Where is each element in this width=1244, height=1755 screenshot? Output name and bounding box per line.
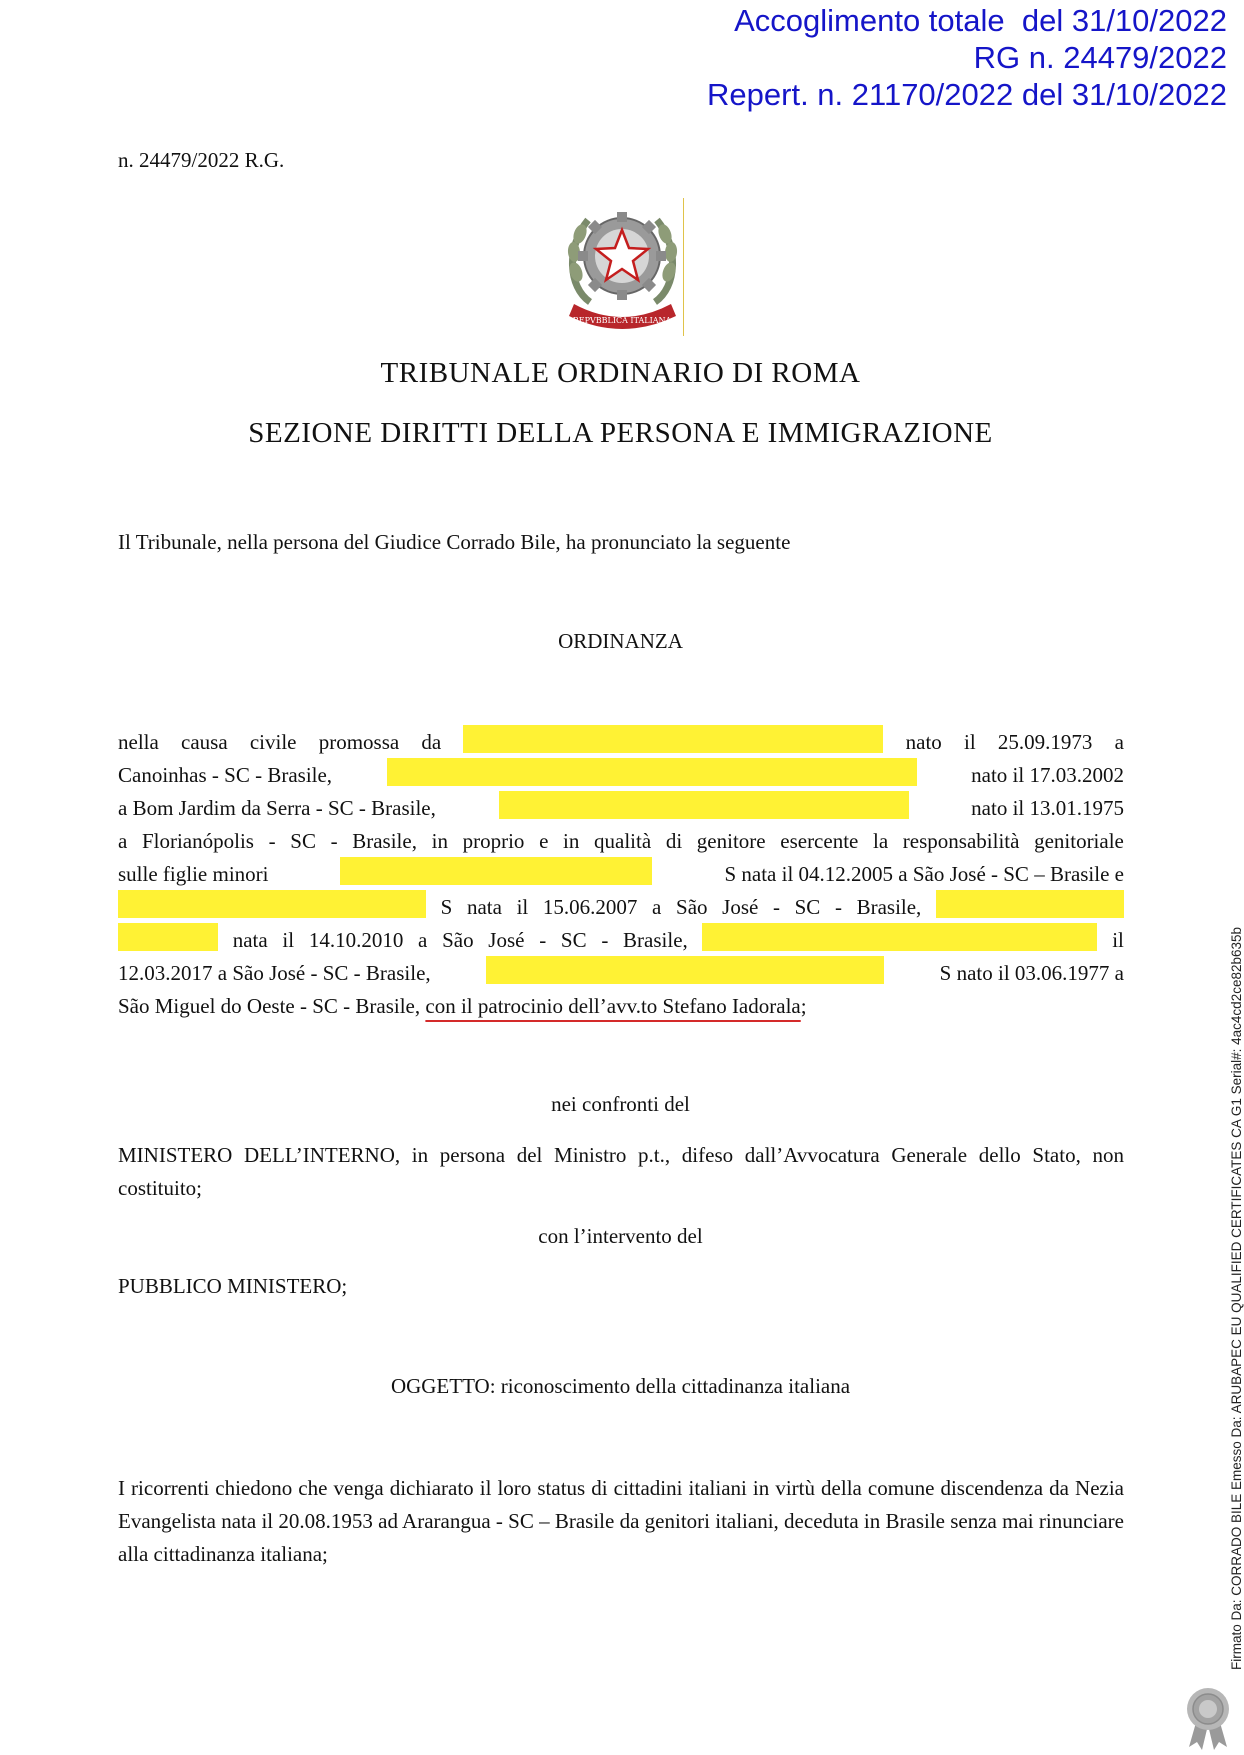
redacted-name — [387, 758, 917, 786]
word: in — [563, 829, 580, 853]
word: São — [442, 928, 474, 952]
parties-line — [118, 759, 1124, 792]
emblem-text: REPVBBLICA ITALIANA — [572, 316, 672, 325]
word: a — [418, 928, 428, 952]
word: nato il 17.03.2002 — [971, 763, 1124, 787]
word: - — [330, 829, 338, 853]
public-prosecutor: PUBBLICO MINISTERO; — [118, 1274, 348, 1298]
word: Brasile, — [352, 829, 417, 853]
word: da — [421, 730, 442, 754]
word: esercente — [780, 829, 859, 853]
signature-seal-icon — [1183, 1685, 1233, 1751]
word: nato il 13.01.1975 — [971, 796, 1124, 820]
word: - — [772, 895, 780, 919]
word: SC — [290, 829, 316, 853]
word: Canoinhas - SC - Brasile, — [118, 763, 333, 787]
parties-line — [118, 990, 1124, 1023]
redacted-name — [463, 725, 883, 753]
word: nata — [232, 928, 268, 952]
word: a — [118, 829, 128, 853]
word: 15.06.2007 — [542, 895, 638, 919]
word: Brasile, — [623, 928, 688, 952]
word: a — [1114, 730, 1124, 754]
word: il — [516, 895, 529, 919]
word: - — [834, 895, 842, 919]
filing-stamp — [707, 2, 1227, 113]
redacted-name — [118, 890, 426, 918]
word: Florianópolis — [141, 829, 254, 853]
subject-line: OGGETTO: riconoscimento della cittadinanza italiana — [390, 1374, 851, 1398]
document-heading: ORDINANZA — [558, 629, 683, 653]
word: proprio — [462, 829, 525, 853]
attorney-underlined: con il patrocinio dell’avv.to Stefano Iadorala — [425, 994, 801, 1018]
parties-line — [118, 726, 1124, 759]
stamp-line-1: Accoglimento totale del 31/10/2022 — [734, 3, 1227, 38]
word: José — [722, 895, 759, 919]
word: S nata il 04.12.2005 a São José - SC – Brasile e — [724, 862, 1124, 886]
word: 25.09.1973 — [997, 730, 1093, 754]
redacted-name — [499, 791, 909, 819]
stamp-line-3: Repert. n. 21170/2022 del 31/10/2022 — [707, 77, 1227, 112]
word: S nato il 03.06.1977 a — [939, 961, 1124, 985]
word: e — [539, 829, 549, 853]
word: causa — [181, 730, 228, 754]
parties-line — [118, 825, 1124, 858]
redacted-name — [340, 857, 652, 885]
redacted-name — [936, 890, 1124, 918]
word: di — [665, 829, 683, 853]
word: promossa — [318, 730, 400, 754]
word: Brasile, — [856, 895, 922, 919]
court-name: TRIBUNALE ORDINARIO DI ROMA — [380, 357, 861, 389]
parties-line — [118, 957, 1124, 990]
word: - — [601, 928, 609, 952]
word: nato — [905, 730, 942, 754]
court-section: SEZIONE DIRITTI DELLA PERSONA E IMMIGRAZIONE — [248, 417, 993, 449]
intro-paragraph: Il Tribunale, nella persona del Giudice Corrado Bile, ha pronunciato la seguente — [118, 530, 791, 554]
parties-line — [118, 924, 1124, 957]
word: a Bom Jardim da Serra - SC - Brasile, — [118, 796, 436, 820]
word: - — [539, 928, 547, 952]
parties-paragraph — [118, 726, 1124, 1023]
word: civile — [249, 730, 297, 754]
word: nata — [466, 895, 502, 919]
word: in — [431, 829, 448, 853]
word: a — [652, 895, 662, 919]
case-number: n. 24479/2022 R.G. — [118, 148, 285, 172]
against-label: nei confronti del — [551, 1092, 690, 1116]
word: S — [440, 895, 453, 919]
word: São Miguel do Oeste - SC - Brasile, — [118, 994, 426, 1018]
digital-signature-text: Firmato Da: CORRADO BILE Emesso Da: ARUBAPEC EU QUALIFIED CERTIFICATES CA G1 Serial#: 4ac4cd2ce82b635b — [1229, 926, 1244, 1670]
redacted-name — [486, 956, 884, 984]
word: ; — [800, 994, 807, 1018]
parties-line — [118, 792, 1124, 825]
request-paragraph: I ricorrenti chiedono che venga dichiarato il loro status di cittadini italiani in virtù della comune discendenza da Nezia Evangelista nata il 20.08.1953 ad Ararangua - SC – Brasile da genitori italiani, deceduta in Brasile senza mai rinunciare alla cittadinanza italiana; — [118, 1476, 1124, 1566]
stamp-line-2: RG n. 24479/2022 — [973, 40, 1227, 75]
word: sulle figlie minori — [118, 862, 269, 886]
word: 12.03.2017 a São José - SC - Brasile, — [118, 961, 431, 985]
ministry-paragraph: MINISTERO DELL’INTERNO, in persona del Ministro p.t., difeso dall’Avvocatura Generale dello Stato, non costituito; — [118, 1143, 1124, 1200]
word: SC — [794, 895, 821, 919]
word: la — [873, 829, 889, 853]
word: qualità — [594, 829, 652, 853]
intervention-label: con l’intervento del — [538, 1224, 703, 1248]
word: genitore — [696, 829, 766, 853]
parties-line — [118, 858, 1124, 891]
redacted-name — [118, 923, 218, 951]
word: il — [282, 928, 295, 952]
parties-line — [118, 891, 1124, 924]
word: responsabilità — [902, 829, 1020, 853]
repubblica-italiana-emblem-icon — [560, 192, 685, 335]
word: José — [488, 928, 525, 952]
redacted-name — [702, 923, 1097, 951]
word: il — [1112, 928, 1124, 952]
word: SC — [560, 928, 587, 952]
word: - — [268, 829, 276, 853]
word: São — [676, 895, 708, 919]
word: 14.10.2010 — [308, 928, 404, 952]
emblem-divider — [683, 198, 684, 336]
word: il — [964, 730, 976, 754]
word: genitoriale — [1034, 829, 1124, 853]
word: nella — [118, 730, 159, 754]
